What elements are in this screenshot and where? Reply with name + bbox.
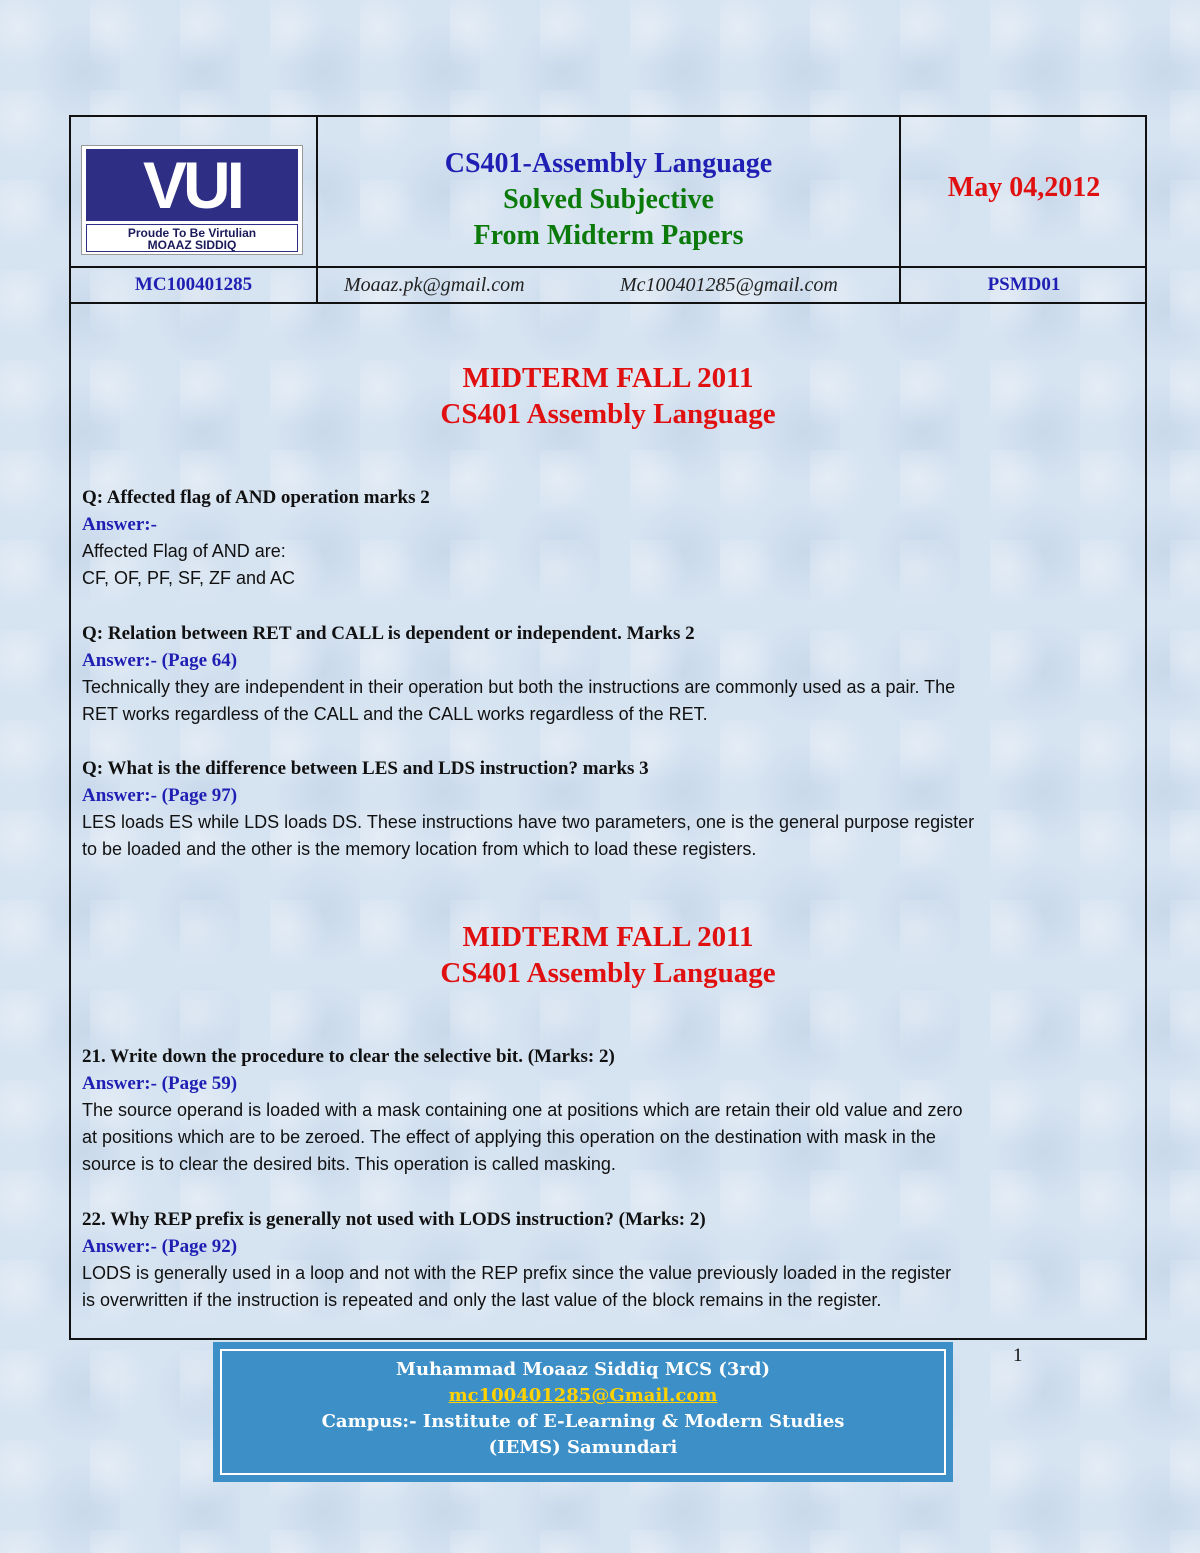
campus: Campus:- Institute of E-Learning & Modern Studies [321,1411,845,1432]
logo-mark: VUI [86,149,298,221]
qa-item [82,1043,1137,1178]
answer-line: source is to clear the desired bits. This operation is called masking. [82,1154,616,1174]
date-cell [901,117,1147,266]
answer-line: Technically they are independent in their operation but both the instructions are commonly used as a pair. The [82,677,956,697]
section-2-heading [71,919,1145,991]
qa-item [82,1206,1137,1314]
student-id: MC100401285 [134,274,253,295]
doc-date: May 04,2012 [947,172,1101,203]
answer-line: The source operand is loaded with a mask containing one at positions which are retain their old value and zero [82,1100,963,1120]
title-cell [318,117,901,266]
answer-label: Answer:- (Page 59) [82,1073,238,1094]
qa-item [82,484,1137,592]
info-row [71,268,1145,304]
campus-2: (IEMS) Samundari [488,1437,678,1458]
qa-item [82,620,1137,728]
answer-label: Answer:- (Page 97) [82,785,238,806]
doc-subtitle-2: From Midterm Papers [473,220,744,251]
question: 22. Why REP prefix is generally not used with LODS instruction? (Marks: 2) [82,1209,706,1230]
logo-tagline-2: MOAAZ SIDDIQ [147,238,237,252]
question: Q: What is the difference between LES and LDS instruction? marks 3 [82,758,649,779]
logo-cell [71,117,318,266]
vu-logo [81,145,303,255]
header-row [71,117,1145,268]
doc-code: PSMD01 [987,274,1061,295]
answer-line: at positions which are to be zeroed. The effect of applying this operation on the destination with mask in the [82,1127,936,1147]
logo-tagline [86,224,298,252]
answer-line: Affected Flag of AND are: [82,541,286,561]
page-number: 1 [1013,1345,1023,1366]
answer-line: to be loaded and the other is the memory location from which to load these registers. [82,839,757,859]
question: Q: Relation between RET and CALL is dependent or independent. Marks 2 [82,623,695,644]
author-name: Muhammad Moaaz Siddiq MCS (3rd) [396,1359,770,1380]
question: Q: Affected flag of AND operation marks 2 [82,487,430,508]
logo-tagline-1: Proude To Be Virtulian [127,226,257,240]
answer-line: LES loads ES while LDS loads DS. These instructions have two parameters, one is the general purpose register [82,812,975,832]
email-2[interactable]: Mc100401285@gmail.com [620,274,838,296]
section-subtitle: CS401 Assembly Language [440,398,776,430]
footer-box [213,1342,953,1482]
section-title: MIDTERM FALL 2011 [462,362,754,394]
answer-line: is overwritten if the instruction is repeated and only the last value of the block remains in the register. [82,1290,882,1310]
doc-title: CS401-Assembly Language [444,148,773,179]
answer-line: RET works regardless of the CALL and the CALL works regardless of the RET. [82,704,708,724]
email-1[interactable]: Moaaz.pk@gmail.com [344,274,525,296]
section-subtitle: CS401 Assembly Language [440,957,776,989]
question: 21. Write down the procedure to clear the selective bit. (Marks: 2) [82,1046,615,1067]
answer-line: CF, OF, PF, SF, ZF and AC [82,568,296,588]
author-email[interactable]: mc100401285@Gmail.com [448,1385,718,1406]
section-1-heading [71,360,1145,432]
answer-line: LODS is generally used in a loop and not with the REP prefix since the value previously loaded in the register [82,1263,952,1283]
section-title: MIDTERM FALL 2011 [462,921,754,953]
answer-label: Answer:- (Page 92) [82,1236,238,1257]
answer-label: Answer:- (Page 64) [82,650,238,671]
answer-label: Answer:- [82,514,157,535]
doc-subtitle: Solved Subjective [503,184,714,215]
qa-item [82,755,1137,863]
page-frame [69,115,1147,1340]
